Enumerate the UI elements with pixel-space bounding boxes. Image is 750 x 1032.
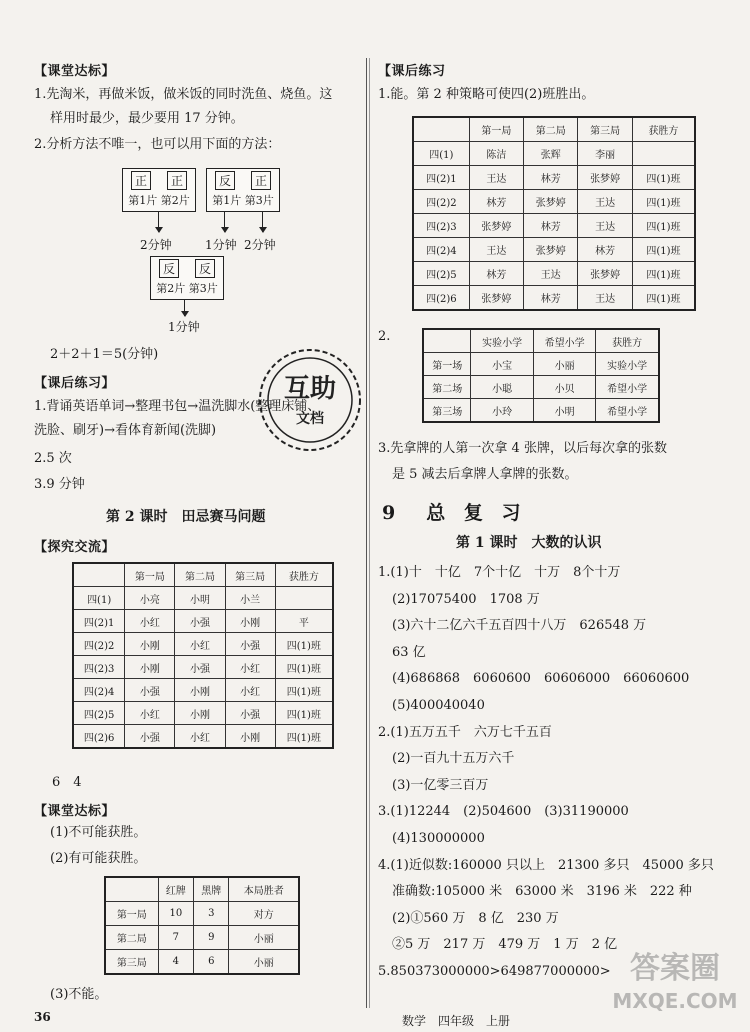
table-cell: 6 xyxy=(194,950,229,975)
answer-line: 63 亿 xyxy=(392,644,426,660)
table-header-cell xyxy=(105,877,158,902)
table-cell: 4 xyxy=(158,950,193,975)
table-row xyxy=(413,262,695,286)
table-cell: 7 xyxy=(158,926,193,950)
table-cell: 小宝 xyxy=(471,353,533,376)
answer-line: 3.9 分钟 xyxy=(34,477,85,492)
table-cell: 小明 xyxy=(533,399,595,423)
table-header-cell xyxy=(423,329,471,353)
table-cell xyxy=(632,142,695,166)
down-arrow-icon xyxy=(158,212,159,232)
svg-text:文档: 文档 xyxy=(296,411,324,427)
section-header-homework: 【课后练习】 xyxy=(34,376,116,391)
table-cell: 张梦婷 xyxy=(469,214,523,238)
table-header-cell: 第二局 xyxy=(524,117,578,142)
table-cell xyxy=(275,587,333,610)
piece-label: 第1片 第3片 xyxy=(212,194,274,207)
answer-line: (1)不可能获胜。 xyxy=(50,825,147,840)
table-header-cell: 第二局 xyxy=(175,563,225,587)
table-cell: 四(2)3 xyxy=(413,214,469,238)
table-cell: 小贝 xyxy=(533,376,595,399)
answer-line: ②5 万 217 万 479 万 1 万 2 亿 xyxy=(392,937,618,953)
table-header-row xyxy=(73,563,333,587)
table-row xyxy=(423,353,659,376)
table-cell: 对方 xyxy=(229,902,299,926)
table-cell: 张梦婷 xyxy=(578,262,632,286)
table-header-cell: 希望小学 xyxy=(533,329,595,353)
table-cell: 四(1) xyxy=(413,142,469,166)
table-cell: 四(2)6 xyxy=(413,286,469,311)
table-row xyxy=(413,238,695,262)
table-cell: 第二局 xyxy=(105,926,158,950)
answer-line: (2)一百九十五万六千 xyxy=(392,751,515,767)
table-cell: 9 xyxy=(194,926,229,950)
table-cell: 四(1)班 xyxy=(275,633,333,656)
table-cell: 3 xyxy=(194,902,229,926)
table-cell: 小红 xyxy=(125,610,175,633)
section-header-classroom-2: 【课堂达标】 xyxy=(34,804,116,819)
table-cell: 林芳 xyxy=(524,214,578,238)
answer-line: (3)六十二亿六千五百四十八万 626548 万 xyxy=(392,618,647,634)
table-cell: 小红 xyxy=(175,725,225,749)
table-header-cell: 第一局 xyxy=(125,563,175,587)
answer-line: 是 5 减去后拿牌人拿牌的张数。 xyxy=(392,467,578,482)
table-cell: 小聪 xyxy=(471,376,533,399)
section-header-classroom: 【课堂达标】 xyxy=(34,64,116,79)
page-number: 36 xyxy=(34,1010,51,1024)
table-cell: 王达 xyxy=(578,286,632,311)
table-header-cell: 获胜方 xyxy=(596,329,659,353)
table-cell: 林芳 xyxy=(469,262,523,286)
table-cell: 小丽 xyxy=(533,353,595,376)
table-cell: 林芳 xyxy=(469,190,523,214)
table-cell: 张辉 xyxy=(524,142,578,166)
table-cell: 四(1)班 xyxy=(632,238,695,262)
section-header-explore: 【探究交流】 xyxy=(34,540,116,555)
match-table xyxy=(422,328,660,423)
table-row xyxy=(73,725,333,749)
table-cell: 小强 xyxy=(125,725,175,749)
answer-line: 3.先拿牌的人第一次拿 4 张牌，以后每次拿的张数 xyxy=(378,441,667,456)
stamp-logo xyxy=(255,345,365,455)
table-row xyxy=(413,166,695,190)
lesson-title: 第 2 课时 田忌赛马问题 xyxy=(106,509,266,525)
table-cell: 张梦婷 xyxy=(524,190,578,214)
section-header-homework-right: 【课后练习 xyxy=(378,64,446,79)
answer-line: (2)①560 万 8 亿 230 万 xyxy=(392,910,559,926)
table-row xyxy=(105,926,299,950)
formula: 2＋2＋1＝5(分钟) xyxy=(50,347,159,362)
table-cell: 小兰 xyxy=(225,587,275,610)
table-row xyxy=(413,190,695,214)
table-cell: 小强 xyxy=(225,633,275,656)
time-label: 2分钟 xyxy=(244,238,276,252)
table-header-cell: 本局胜者 xyxy=(229,877,299,902)
answer-line: 1.(1)十 十亿 7个十亿 十万 8个十万 xyxy=(378,565,621,580)
footer-text: 数学 四年级 上册 xyxy=(402,1014,511,1028)
time-label: 1分钟 xyxy=(205,238,237,252)
card-table xyxy=(104,876,300,975)
table-cell: 希望小学 xyxy=(596,376,659,399)
table-cell: 小刚 xyxy=(175,702,225,725)
table-cell: 四(1)班 xyxy=(632,166,695,190)
watermark-logo xyxy=(612,938,738,1018)
table-row xyxy=(73,587,333,610)
answer-line: (3)不能。 xyxy=(50,987,108,1002)
piece-label: 第2片 第3片 xyxy=(156,282,218,295)
table-cell: 四(1)班 xyxy=(632,214,695,238)
table-row xyxy=(423,399,659,423)
table-header-cell: 第三局 xyxy=(578,117,632,142)
table-cell: 张梦婷 xyxy=(578,166,632,190)
table-cell: 四(2)3 xyxy=(73,656,125,679)
pancake-box-3 xyxy=(150,256,224,300)
table-cell: 10 xyxy=(158,902,193,926)
table-cell: 小强 xyxy=(225,702,275,725)
answer-line: 5.850373000000>649877000000> xyxy=(378,964,611,979)
table-cell: 小强 xyxy=(175,610,225,633)
table-header-cell: 实验小学 xyxy=(471,329,533,353)
table-cell: 王达 xyxy=(578,214,632,238)
table-cell: 四(2)1 xyxy=(73,610,125,633)
table-header-row xyxy=(413,117,695,142)
table-cell: 小刚 xyxy=(125,633,175,656)
answer-line: (5)400040040 xyxy=(392,698,485,713)
table-header-cell: 红牌 xyxy=(158,877,193,902)
table-cell: 小亮 xyxy=(125,587,175,610)
answer-line: 4.(1)近似数:160000 只以上 21300 多只 45000 多只 xyxy=(378,857,714,873)
answer-line: 2. xyxy=(378,329,391,344)
down-arrow-icon xyxy=(184,300,185,316)
side-label: 正 xyxy=(251,171,271,190)
answer-line: 洗脸、刷牙)→看体育新闻(洗脚) xyxy=(34,423,217,438)
side-label: 正 xyxy=(131,171,151,190)
table-cell: 小刚 xyxy=(175,679,225,702)
table-row xyxy=(423,376,659,399)
table-cell: 小强 xyxy=(175,656,225,679)
answer-line: (2)17075400 1708 万 xyxy=(392,591,540,607)
table-row xyxy=(73,656,333,679)
table-cell: 小红 xyxy=(125,702,175,725)
table-cell: 第一场 xyxy=(423,353,471,376)
side-label: 正 xyxy=(167,171,187,190)
table-row xyxy=(105,950,299,975)
answer-line: 6 4 xyxy=(52,775,82,790)
table-cell: 小刚 xyxy=(225,725,275,749)
answer-line: (4)686868 6060600 60606000 66060600 xyxy=(392,671,690,687)
table-header-row xyxy=(423,329,659,353)
table-cell: 小刚 xyxy=(225,610,275,633)
table-cell: 平 xyxy=(275,610,333,633)
table-row xyxy=(73,633,333,656)
table-cell: 四(1)班 xyxy=(632,190,695,214)
time-label: 1分钟 xyxy=(168,320,200,334)
table-row xyxy=(73,610,333,633)
table-row xyxy=(105,902,299,926)
table-row xyxy=(413,286,695,311)
table-cell: 四(1)班 xyxy=(632,262,695,286)
table-cell: 四(1)班 xyxy=(275,725,333,749)
table-cell: 小强 xyxy=(125,679,175,702)
lesson-title: 第 1 课时 大数的认识 xyxy=(456,535,602,551)
table-cell: 四(2)4 xyxy=(413,238,469,262)
table-header-cell xyxy=(73,563,125,587)
table-cell: 小红 xyxy=(225,656,275,679)
down-arrow-icon xyxy=(262,212,263,232)
table-cell: 四(2)4 xyxy=(73,679,125,702)
table-cell: 林芳 xyxy=(524,286,578,311)
table-cell: 王达 xyxy=(469,238,523,262)
answer-line: 3.(1)12244 (2)504600 (3)31190000 xyxy=(378,804,629,820)
table-cell: 小红 xyxy=(175,633,225,656)
answer-line: (4)130000000 xyxy=(392,831,485,846)
down-arrow-icon xyxy=(224,212,225,232)
table-row xyxy=(413,142,695,166)
table-cell: 四(1)班 xyxy=(275,702,333,725)
table-cell: 四(2)2 xyxy=(413,190,469,214)
table-cell: 四(1) xyxy=(73,587,125,610)
table-cell: 四(2)5 xyxy=(413,262,469,286)
table-cell: 小红 xyxy=(225,679,275,702)
chapter-title: 9 总 复 习 xyxy=(382,502,527,524)
table-row xyxy=(413,214,695,238)
table-header-cell: 第三局 xyxy=(225,563,275,587)
pancake-box-2 xyxy=(206,168,280,212)
table-cell: 四(2)6 xyxy=(73,725,125,749)
table-header-cell: 获胜方 xyxy=(275,563,333,587)
side-label: 反 xyxy=(159,259,179,278)
table-cell: 小丽 xyxy=(229,950,299,975)
svg-text:MXQE.COM: MXQE.COM xyxy=(612,989,738,1013)
strategy-table-1 xyxy=(72,562,334,749)
side-label: 反 xyxy=(195,259,215,278)
table-cell: 王达 xyxy=(524,262,578,286)
table-cell: 四(2)5 xyxy=(73,702,125,725)
table-cell: 张梦婷 xyxy=(524,238,578,262)
table-header-cell: 第一局 xyxy=(469,117,523,142)
table-cell: 小明 xyxy=(175,587,225,610)
piece-label: 第1片 第2片 xyxy=(128,194,190,207)
table-cell: 林芳 xyxy=(524,166,578,190)
table-cell: 四(1)班 xyxy=(632,286,695,311)
table-cell: 第三局 xyxy=(105,950,158,975)
answer-line: (2)有可能获胜。 xyxy=(50,851,147,866)
table-cell: 第三场 xyxy=(423,399,471,423)
table-cell: 李丽 xyxy=(578,142,632,166)
table-cell: 第一局 xyxy=(105,902,158,926)
pancake-box-1 xyxy=(122,168,196,212)
answer-line: 2.(1)五万五千 六万七千五百 xyxy=(378,724,552,740)
table-cell: 四(2)1 xyxy=(413,166,469,190)
table-header-cell: 黑牌 xyxy=(194,877,229,902)
table-cell: 实验小学 xyxy=(596,353,659,376)
column-divider xyxy=(366,58,367,1008)
table-row xyxy=(73,679,333,702)
answer-line: 2.分析方法不唯一，也可以用下面的方法： xyxy=(34,137,281,152)
table-cell: 林芳 xyxy=(578,238,632,262)
table-cell: 第二场 xyxy=(423,376,471,399)
table-cell: 小丽 xyxy=(229,926,299,950)
table-cell: 王达 xyxy=(578,190,632,214)
table-cell: 王达 xyxy=(469,166,523,190)
time-label: 2分钟 xyxy=(140,238,172,252)
table-header-cell xyxy=(413,117,469,142)
answer-line: 2.5 次 xyxy=(34,451,72,466)
svg-text:答案圈: 答案圈 xyxy=(630,951,720,986)
table-cell: 四(2)2 xyxy=(73,633,125,656)
table-cell: 陈洁 xyxy=(469,142,523,166)
table-header-cell: 获胜方 xyxy=(632,117,695,142)
answer-line: 1.背诵英语单词→整理书包→温洗脚水(整理床铺、 xyxy=(34,399,321,414)
table-cell: 张梦婷 xyxy=(469,286,523,311)
table-cell: 四(1)班 xyxy=(275,679,333,702)
side-label: 反 xyxy=(215,171,235,190)
answer-line: 1.能。第 2 种策略可使四(2)班胜出。 xyxy=(378,87,595,102)
column-divider-thin xyxy=(369,58,370,1008)
table-cell: 希望小学 xyxy=(596,399,659,423)
strategy-table-2 xyxy=(412,116,696,311)
svg-text:互助: 互助 xyxy=(283,374,337,404)
table-cell: 四(1)班 xyxy=(275,656,333,679)
table-cell: 小刚 xyxy=(125,656,175,679)
answer-line: 样用时最少，最少要用 17 分钟。 xyxy=(50,111,244,126)
answer-line: 1.先淘米，再做米饭，做米饭的同时洗鱼、烧鱼。这 xyxy=(34,87,333,102)
table-row xyxy=(73,702,333,725)
answer-line: 准确数:105000 米 63000 米 3196 米 222 种 xyxy=(392,884,692,900)
table-header-row xyxy=(105,877,299,902)
answer-line: (3)一亿零三百万 xyxy=(392,777,489,793)
table-cell: 小玲 xyxy=(471,399,533,423)
